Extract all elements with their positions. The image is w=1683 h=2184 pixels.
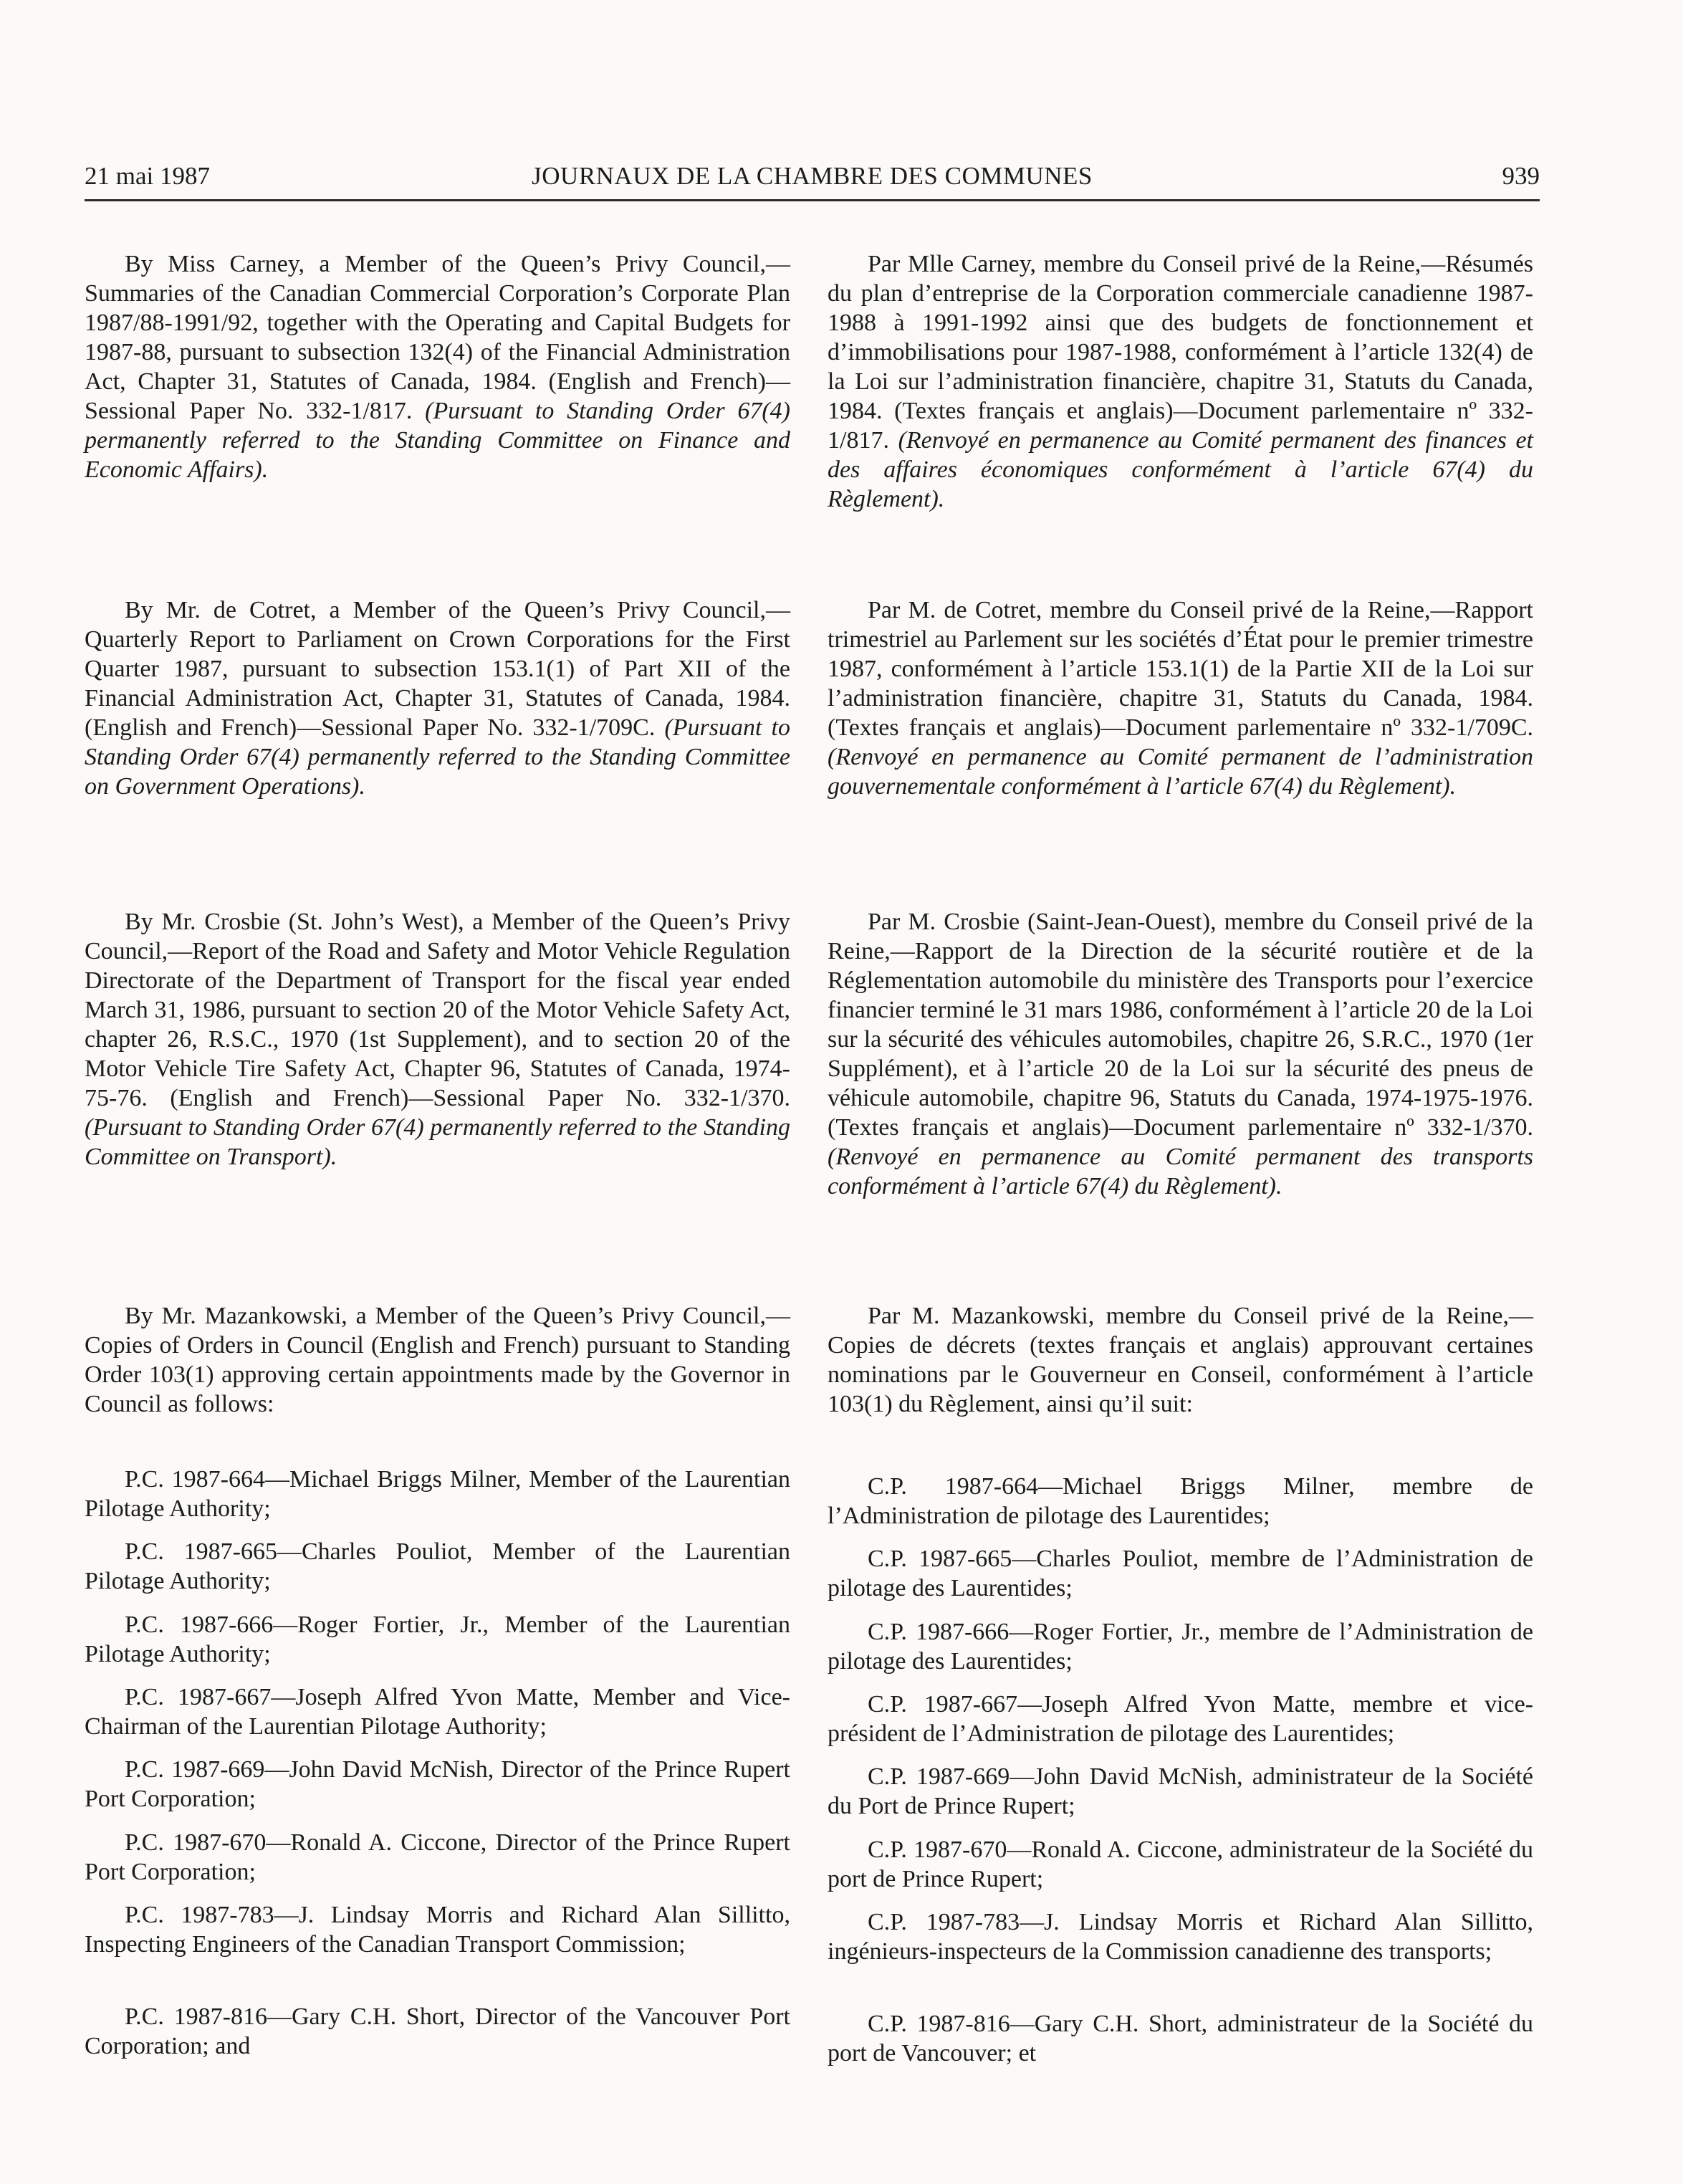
list-item: P.C. 1987-816—Gary C.H. Short, Director of the Vancouver Port Corporation; and [85, 2003, 790, 2059]
paragraph-carney-fr: Par Mlle Carney, membre du Conseil privé de la Reine,—Résumés du plan d’entreprise de la Corporation commerciale canadienne 1987-1988 à 1991-1992 ainsi que des budgets de fonctionnement et d’immobilisations pour 1987-1988, conformément à l’article 132(4) de la Loi sur l’administration financière, chapitre 31, Statuts du Canada, 1984. (Textes français et anglais)—Document parlementaire nº 332-1/817. (Renvoyé en permanence au Comité permanent des finances et des affaires économiques conformément à l’article 67(4) du Règlement). [828, 251, 1533, 512]
referral-note: (Renvoyé en permanence au Comité permanent de l’administration gouvernementale conformément à l’article 67(4) du Règlement). [828, 744, 1533, 800]
paragraph-mazankowski-fr: Par M. Mazankowski, membre du Conseil privé de la Reine,—Copies de décrets (textes français et anglais) approuvant certaines nominations par le Gouverneur en Conseil, conformément à l’article 103(1) du Règlement, ainsi qu’il suit: [828, 1303, 1533, 1417]
list-item: P.C. 1987-669—John David McNish, Director of the Prince Rupert Port Corporation; [85, 1756, 790, 1812]
list-item: C.P. 1987-664—Michael Briggs Milner, membre de l’Administration de pilotage des Laurentides; [828, 1473, 1533, 1529]
list-item: P.C. 1987-666—Roger Fortier, Jr., Member of the Laurentian Pilotage Authority; [85, 1611, 790, 1667]
header-title: JOURNAUX DE LA CHAMBRE DES COMMUNES [532, 162, 1093, 190]
list-item: P.C. 1987-664—Michael Briggs Milner, Member of the Laurentian Pilotage Authority; [85, 1466, 790, 1522]
paragraph-decotret-fr: Par M. de Cotret, membre du Conseil privé de la Reine,—Rapport trimestriel au Parlement sur les sociétés d’État pour le premier trimestre 1987, conformément à l’article 153.1(1) de la Partie XII de la Loi sur l’administration financière, chapitre 31, Statuts du Canada, 1984. (Textes français et anglais)—Document parlementaire nº 332-1/709C. (Renvoyé en permanence au Comité permanent de l’administration gouvernementale conformément à l’article 67(4) du Règlement). [828, 597, 1533, 800]
page-number: 939 [1502, 162, 1540, 190]
paragraph-decotret-en: By Mr. de Cotret, a Member of the Queen’s Privy Council,—Quarterly Report to Parliament on Crown Corporations for the First Quarter 1987, pursuant to subsection 153.1(1) of Part XII of the Financial Administration Act, Chapter 31, Statutes of Canada, 1984. (English and French)—Sessional Paper No. 332-1/709C. (Pursuant to Standing Order 67(4) permanently referred to the Standing Committee on Government Operations). [85, 597, 790, 800]
paragraph-carney-en: By Miss Carney, a Member of the Queen’s Privy Council,—Summaries of the Canadian Commercial Corporation’s Corporate Plan 1987/88-1991/92, together with the Operating and Capital Budgets for 1987-88, pursuant to subsection 132(4) of the Financial Administration Act, Chapter 31, Statutes of Canada, 1984. (English and French)—Sessional Paper No. 332-1/817. (Pursuant to Standing Order 67(4) permanently referred to the Standing Committee on Finance and Economic Affairs). [85, 251, 790, 483]
header-date: 21 mai 1987 [85, 162, 210, 190]
list-item: C.P. 1987-670—Ronald A. Ciccone, administrateur de la Société du port de Prince Rupert; [828, 1836, 1533, 1892]
referral-note: (Renvoyé en permanence au Comité permanent des finances et des affaires économiques conformément à l’article 67(4) du Règlement). [828, 427, 1533, 512]
referral-note: (Pursuant to Standing Order 67(4) permanently referred to the Standing Committee on Finance and Economic Affairs). [85, 398, 790, 483]
referral-note: (Pursuant to Standing Order 67(4) permanently referred to the Standing Committee on Transport). [85, 1114, 790, 1170]
page-header [85, 159, 1540, 201]
list-item: C.P. 1987-665—Charles Pouliot, membre de l’Administration de pilotage des Laurentides; [828, 1546, 1533, 1601]
list-item: C.P. 1987-667—Joseph Alfred Yvon Matte, membre et vice-président de l’Administration de pilotage des Laurentides; [828, 1691, 1533, 1747]
list-item: C.P. 1987-816—Gary C.H. Short, administrateur de la Société du port de Vancouver; et [828, 2011, 1533, 2066]
list-item: P.C. 1987-783—J. Lindsay Morris and Richard Alan Sillitto, Inspecting Engineers of the Canadian Transport Commission; [85, 1902, 790, 1958]
paragraph-crosbie-en: By Mr. Crosbie (St. John’s West), a Member of the Queen’s Privy Council,—Report of the Road and Safety and Motor Vehicle Regulation Directorate of the Department of Transport for the fiscal year ended March 31, 1986, pursuant to section 20 of the Motor Vehicle Safety Act, chapter 26, R.S.C., 1970 (1st Supplement), and to section 20 of the Motor Vehicle Tire Safety Act, Chapter 96, Statutes of Canada, 1974-75-76. (English and French)—Sessional Paper No. 332-1/370. (Pursuant to Standing Order 67(4) permanently referred to the Standing Committee on Transport). [85, 909, 790, 1170]
list-item: P.C. 1987-667—Joseph Alfred Yvon Matte, Member and Vice-Chairman of the Laurentian Pilotage Authority; [85, 1684, 790, 1740]
referral-note: (Pursuant to Standing Order 67(4) permanently referred to the Standing Committee on Government Operations). [85, 714, 790, 800]
list-item: C.P. 1987-669—John David McNish, administrateur de la Société du Port de Prince Rupert; [828, 1763, 1533, 1819]
paragraph-mazankowski-en: By Mr. Mazankowski, a Member of the Queen’s Privy Council,—Copies of Orders in Council (English and French) pursuant to Standing Order 103(1) approving certain appointments made by the Governor in Council as follows: [85, 1303, 790, 1417]
list-item: P.C. 1987-670—Ronald A. Ciccone, Director of the Prince Rupert Port Corporation; [85, 1829, 790, 1885]
paragraph-crosbie-fr: Par M. Crosbie (Saint-Jean-Ouest), membre du Conseil privé de la Reine,—Rapport de la Direction de la sécurité routière et de la Réglementation automobile du ministère des Transports pour l’exercice financier terminé le 31 mars 1986, conformément à l’article 20 de la Loi sur la sécurité des véhicules automobiles, chapitre 26, S.R.C., 1970 (1er Supplément), et à l’article 20 de la Loi sur la sécurité des pneus de véhicule automobile, chapitre 96, Statuts du Canada, 1974-1975-1976. (Textes français et anglais)—Document parlementaire nº 332-1/370. (Renvoyé en permanence au Comité permanent des transports conformément à l’article 67(4) du Règlement). [828, 909, 1533, 1199]
list-item: C.P. 1987-666—Roger Fortier, Jr., membre de l’Administration de pilotage des Laurentides; [828, 1619, 1533, 1675]
list-item: P.C. 1987-665—Charles Pouliot, Member of the Laurentian Pilotage Authority; [85, 1538, 790, 1594]
list-item: C.P. 1987-783—J. Lindsay Morris et Richard Alan Sillitto, ingénieurs-inspecteurs de la Commission canadienne des transports; [828, 1909, 1533, 1965]
referral-note: (Renvoyé en permanence au Comité permanent des transports conformément à l’article 67(4) du Règlement). [828, 1144, 1533, 1199]
